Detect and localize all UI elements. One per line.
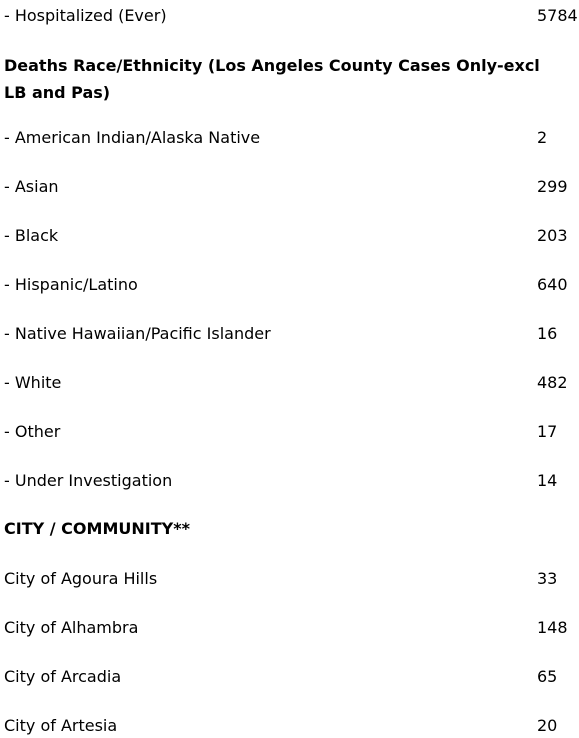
row-value: 33 [537,569,558,588]
table-row [4,665,579,689]
row-label: City of Agoura Hills [4,569,158,588]
row-value: 2 [537,128,548,147]
row-label: - Black [4,226,59,245]
row-value: 482 [537,373,568,392]
table-row [4,273,579,297]
row-value: 20 [537,716,558,735]
row-label: - White [4,373,62,392]
row-value: 148 [537,618,568,637]
table-row [4,371,579,395]
row-label: - Under Investigation [4,471,173,490]
row-value: 203 [537,226,568,245]
row-label: - Hispanic/Latino [4,275,138,294]
row-value: 5784 [537,6,578,25]
row-label: - Asian [4,177,59,196]
table-row [4,322,579,346]
row-label: City of Artesia [4,716,118,735]
row-value: 17 [537,422,558,441]
section-heading-deaths-race: Deaths Race/Ethnicity (Los Angeles County Cases Only-excl LB and Pas) [4,56,540,102]
table-row [4,224,579,248]
row-label: - Hospitalized (Ever) [4,6,167,25]
table-row [4,420,579,444]
row-value: 299 [537,177,568,196]
table-row [4,126,579,150]
row-value: 640 [537,275,568,294]
table-row [4,175,579,199]
row-value: 65 [537,667,558,686]
table-row [4,4,579,28]
table-row [4,469,579,493]
section-heading-city-community: CITY / COMMUNITY** [4,519,190,538]
table-row [4,714,579,738]
table-row [4,567,579,591]
row-label: - Other [4,422,61,441]
row-value: 16 [537,324,558,343]
row-value: 14 [537,471,558,490]
row-label: - American Indian/Alaska Native [4,128,261,147]
row-label: City of Alhambra [4,618,139,637]
row-label: - Native Hawaiian/Pacific Islander [4,324,271,343]
row-label: City of Arcadia [4,667,122,686]
table-row [4,616,579,640]
